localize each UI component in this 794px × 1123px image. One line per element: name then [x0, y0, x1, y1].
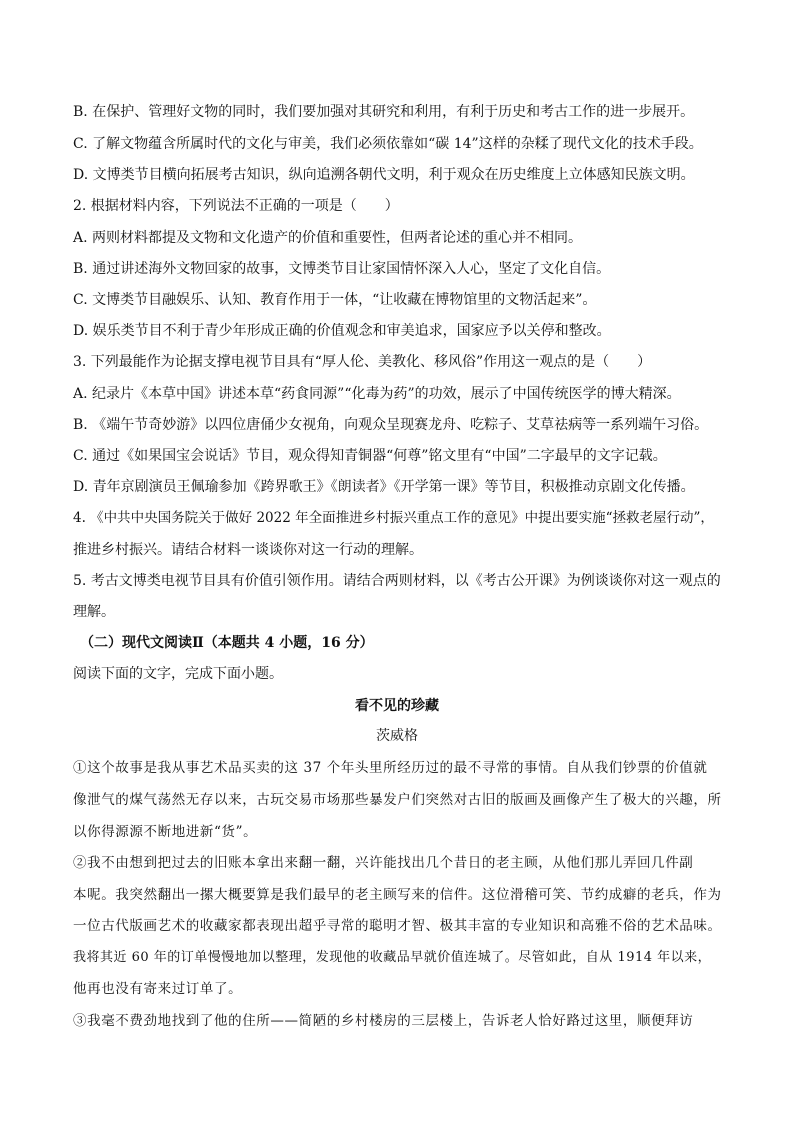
- article-title: 看不见的珍藏: [355, 698, 439, 714]
- q4-line-1: 4. 《中共中央国务院关于做好 2022 年全面推进乡村振兴重点工作的意见》中提出要实施“拯救老屋行动”，: [73, 510, 714, 526]
- paragraph-2-line-5: 他再也没有寄来过订单了。: [73, 981, 243, 997]
- q2-stem: 2. 根据材料内容，下列说法不正确的一项是（ ）: [73, 198, 399, 214]
- paragraph-1-line-3: 以你得源源不断地进新“货”。: [73, 824, 258, 840]
- q2-option-c: C. 文博类节目融娱乐、认知、教育作用于一体，“让收藏在博物馆里的文物活起来”。: [73, 292, 597, 308]
- paragraph-2-line-1: ②我不由想到把过去的旧账本拿出来翻一翻，兴许能找出几个昔日的老主顾，从他们那儿弄回几件副: [73, 855, 694, 871]
- paragraph-2-line-4: 我将其近 60 年的订单慢慢地加以整理，发现他的收藏品早就价值连城了。尽管如此，自从 1914 年以来，: [73, 950, 712, 965]
- q3-option-c: C. 通过《如果国宝会说话》节目，观众得知青铜器“何尊”铭文里有“中国”二字最早的文字记载。: [73, 448, 667, 464]
- paragraph-3-line-1: ③我毫不费劲地找到了他的住所——简陋的乡村楼房的三层楼上，告诉老人恰好路过这里，顺便拜访: [73, 1013, 694, 1029]
- q4-line-2: 推进乡村振兴。请结合材料一谈谈你对这一行动的理解。: [73, 542, 423, 558]
- article-author: 茨威格: [376, 728, 418, 744]
- q3-option-d: D. 青年京剧演员王佩瑜参加《跨界歌王》《朗读者》《开学第一课》等节目，积极推动京剧文化传播。: [73, 479, 695, 495]
- q5-line-1: 5. 考古文博类电视节目具有价值引领作用。请结合两则材料，以《考古公开课》为例谈谈你对这一观点的: [73, 573, 721, 589]
- q1-option-b: B. 在保护、管理好文物的同时，我们要加强对其研究和利用，有利于历史和考古工作的进一步展开。: [73, 104, 695, 120]
- q3-stem: 3. 下列最能作为论据支撑电视节目具有“厚人伦、美教化、移风俗”作用这一观点的是（ ）: [73, 354, 652, 370]
- q3-option-a: A. 纪录片《本草中国》讲述本草“药食同源”“化毒为药”的功效，展示了中国传统医学的博大精深。: [73, 386, 681, 402]
- paragraph-2-line-3: 一位古代版画艺术的收藏家都表现出超乎寻常的聪明才智、极其丰富的专业知识和高雅不俗的艺术品味。: [73, 918, 722, 934]
- section-heading: （二）现代文阅读Ⅱ（本题共 4 小题，16 分）: [80, 635, 374, 651]
- q2-option-a: A. 两则材料都提及文物和文化遗产的价值和重要性，但两者论述的重心并不相同。: [73, 230, 583, 246]
- q1-option-c: C. 了解文物蕴含所属时代的文化与审美，我们必须依靠如“碳 14”这样的杂糅了现代文化的技术手段。: [73, 136, 703, 152]
- q1-option-d: D. 文博类节目横向拓展考古知识，纵向追溯各朝代文明，利于观众在历史维度上立体感知民族文明。: [73, 167, 695, 183]
- q3-option-b: B. 《端午节奇妙游》以四位唐俑少女视角，向观众呈现赛龙舟、吃粽子、艾草祛病等一系列端午习俗。: [73, 417, 709, 433]
- q2-option-d: D. 娱乐类节目不利于青少年形成正确的价值观念和审美追求，国家应予以关停和整改。: [73, 323, 611, 339]
- q2-option-b: B. 通过讲述海外文物回家的故事，文博类节目让家国情怀深入人心，坚定了文化自信。: [73, 261, 611, 277]
- q5-line-2: 理解。: [73, 604, 115, 620]
- paragraph-1-line-1: ①这个故事是我从事艺术品买卖的这 37 个年头里所经历过的最不寻常的事情。自从我们钞票的价值就: [73, 760, 708, 776]
- paragraph-2-line-2: 本呢。我突然翻出一摞大概要算是我们最早的老主顾写来的信件。这位滑稽可笑、节约成癖的老兵，作为: [73, 887, 722, 903]
- reading-instruction: 阅读下面的文字，完成下面小题。: [73, 666, 283, 682]
- paragraph-1-line-2: 像泄气的煤气荡然无存以来，古玩交易市场那些暴发户们突然对古旧的版画及画像产生了极大的兴趣，所: [73, 792, 722, 808]
